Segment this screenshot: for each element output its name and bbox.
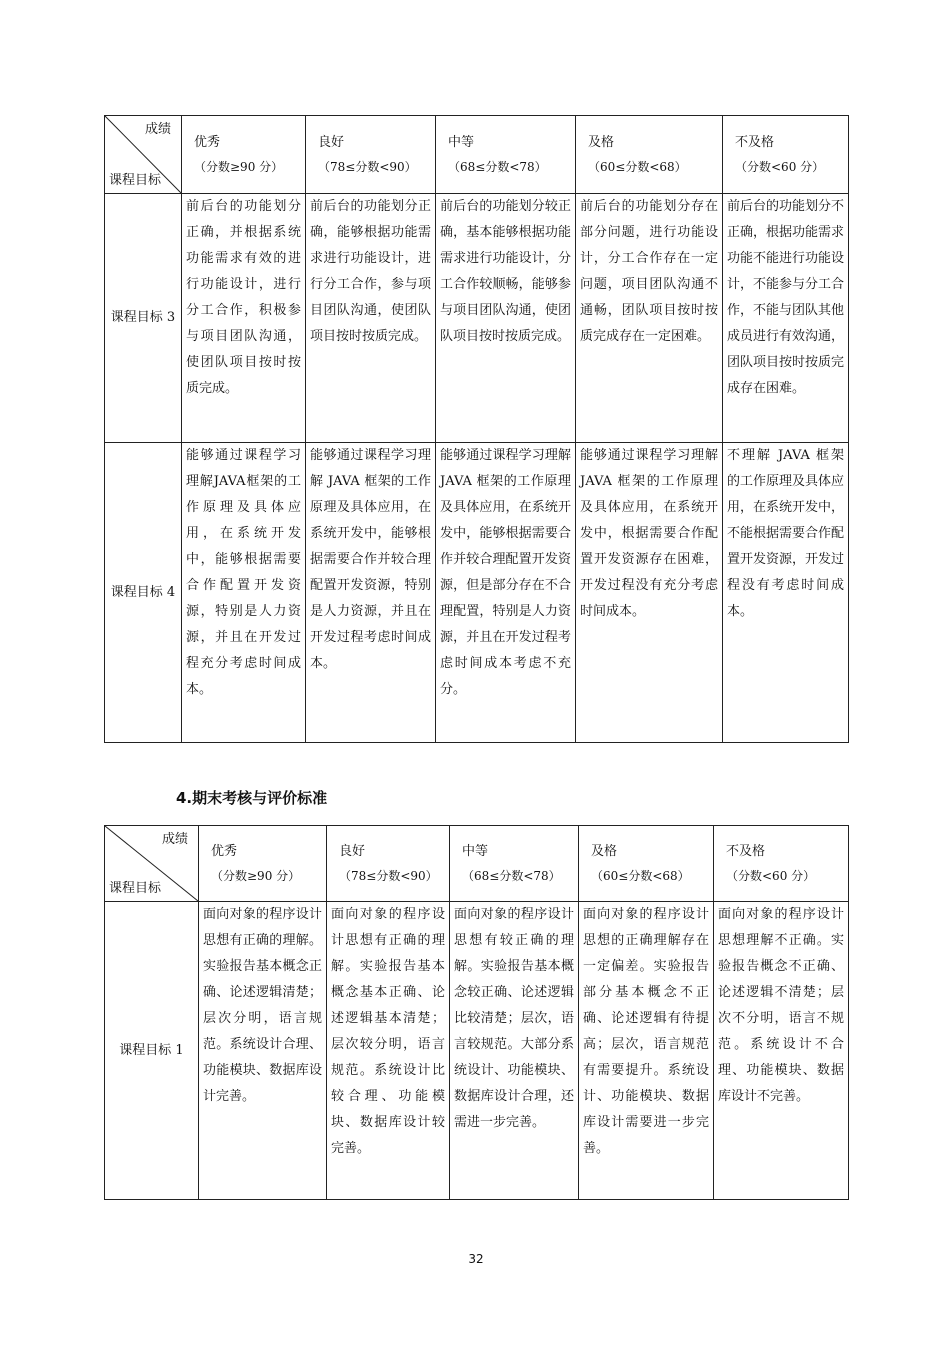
grade-label: 不及格: [726, 843, 766, 859]
cell-pass: 能够通过课程学习理解 JAVA 框架的工作原理及具体应用，在系统开发中，根据需要合作配置开发资源存在困难，开发过程没有充分考虑时间成本。: [576, 443, 723, 743]
table-row: [105, 443, 849, 743]
grade-range: （分数≥90 分）: [211, 868, 301, 883]
row-label: 课程目标 3: [105, 194, 182, 443]
grade-label: 及格: [588, 134, 615, 150]
header-excellent: [199, 826, 327, 902]
cell-good: 面向对象的程序设计思想有正确的理解。实验报告基本概念基本正确、论述逻辑基本清楚；层次较分明，语言规范。系统设计比较合理、功能模块、数据库设计较完善。: [327, 902, 450, 1200]
cell-good: 前后台的功能划分正确，能够根据功能需求进行功能设计，进行分工合作，参与项目团队沟通，使团队项目按时按质完成。: [306, 194, 436, 443]
grade-range: （60≤分数<68）: [588, 159, 687, 174]
header-pass: [579, 826, 714, 902]
table-header-row: [105, 826, 849, 902]
cell-excellent: 能够通过课程学习理解JAVA框架的工作原理及具体应用，在系统开发中，能够根据需要合作配置开发资源，特别是人力资源，并且在开发过程充分考虑时间成本。: [182, 443, 306, 743]
table-header-row: [105, 116, 849, 194]
grade-label: 良好: [339, 843, 366, 859]
page-number: 32: [468, 1252, 484, 1266]
cell-pass: 前后台的功能划分存在部分问题，进行功能设计，分工合作存在一定问题，项目团队沟通不通畅，团队项目按时按质完成存在一定困难。: [576, 194, 723, 443]
grade-range: （68≤分数<78）: [448, 159, 547, 174]
corner-top-label: 成绩: [161, 832, 188, 847]
grade-label: 优秀: [194, 134, 221, 150]
cell-medium: 前后台的功能划分较正确，基本能够根据功能需求进行功能设计，分工合作较顺畅，能够参与项目团队沟通，使团队项目按时按质完成。: [436, 194, 576, 443]
corner-cell: [105, 826, 199, 902]
grade-range: （78≤分数<90）: [339, 868, 438, 883]
cell-excellent: 前后台的功能划分正确，并根据系统功能需求有效的进行功能设计，进行分工合作，积极参与项目团队沟通，使团队项目按时按质完成。: [182, 194, 306, 443]
cell-medium: 能够通过课程学习理解 JAVA 框架的工作原理及具体应用，在系统开发中，能够根据需要合作并较合理配置开发资源，但是部分存在不合理配置，特别是人力资源，并且在开发过程考虑时间成本考虑不充分。: [436, 443, 576, 743]
grade-label: 优秀: [211, 843, 238, 859]
grade-label: 良好: [318, 134, 345, 150]
header-pass: [576, 116, 723, 194]
grade-range: （分数<60 分）: [735, 159, 825, 174]
cell-good: 能够通过课程学习理解 JAVA 框架的工作原理及具体应用，在系统开发中，能够根据需要合作并较合理配置开发资源，特别是人力资源，并且在开发过程考虑时间成本。: [306, 443, 436, 743]
grading-table-2: [104, 825, 849, 1200]
section-title: 4.期末考核与评价标准: [176, 789, 328, 807]
header-fail: [723, 116, 849, 194]
corner-bottom-label: 课程目标: [109, 881, 162, 896]
grade-range: （60≤分数<68）: [591, 868, 690, 883]
table-row: [105, 902, 849, 1200]
corner-cell: [105, 116, 182, 194]
grade-label: 不及格: [735, 134, 775, 150]
grade-label: 中等: [448, 134, 475, 150]
grade-range: （68≤分数<78）: [462, 868, 561, 883]
grade-range: （78≤分数<90）: [318, 159, 417, 174]
header-medium: [436, 116, 576, 194]
cell-fail: 面向对象的程序设计思想理解不正确。实验报告概念不正确、论述逻辑不清楚；层次不分明，语言不规范。系统设计不合理、功能模块、数据库设计不完善。: [714, 902, 849, 1200]
cell-fail: 前后台的功能划分不正确，根据功能需求功能不能进行功能设计，不能参与分工合作，不能与团队其他成员进行有效沟通，团队项目按时按质完成存在困难。: [723, 194, 849, 443]
header-fail: [714, 826, 849, 902]
header-excellent: [182, 116, 306, 194]
cell-excellent: 面向对象的程序设计思想有正确的理解。实验报告基本概念正确、论述逻辑清楚；层次分明，语言规范。系统设计合理、功能模块、数据库设计完善。: [199, 902, 327, 1200]
grade-label: 及格: [591, 843, 618, 859]
header-good: [327, 826, 450, 902]
cell-medium: 面向对象的程序设计思想有较正确的理解。实验报告基本概念较正确、论述逻辑比较清楚；层次，语言较规范。大部分系统设计、功能模块、数据库设计合理，还需进一步完善。: [450, 902, 579, 1200]
grade-label: 中等: [462, 843, 489, 859]
cell-pass: 面向对象的程序设计思想的正确理解存在一定偏差。实验报告部分基本概念不正确、论述逻辑有待提高；层次，语言规范有需要提升。系统设计、功能模块、数据库设计需要进一步完善。: [579, 902, 714, 1200]
header-good: [306, 116, 436, 194]
header-medium: [450, 826, 579, 902]
row-label: 课程目标 4: [105, 443, 182, 743]
row-label: 课程目标 1: [105, 902, 199, 1200]
corner-top-label: 成绩: [144, 122, 171, 137]
grade-range: （分数<60 分）: [726, 868, 816, 883]
corner-bottom-label: 课程目标: [109, 173, 162, 188]
table-row: [105, 194, 849, 443]
grading-table-1: [104, 115, 849, 743]
grade-range: （分数≥90 分）: [194, 159, 284, 174]
cell-fail: 不理解 JAVA 框架的工作原理及具体应用，在系统开发中，不能根据需要合作配置开发资源，开发过程没有考虑时间成本。: [723, 443, 849, 743]
